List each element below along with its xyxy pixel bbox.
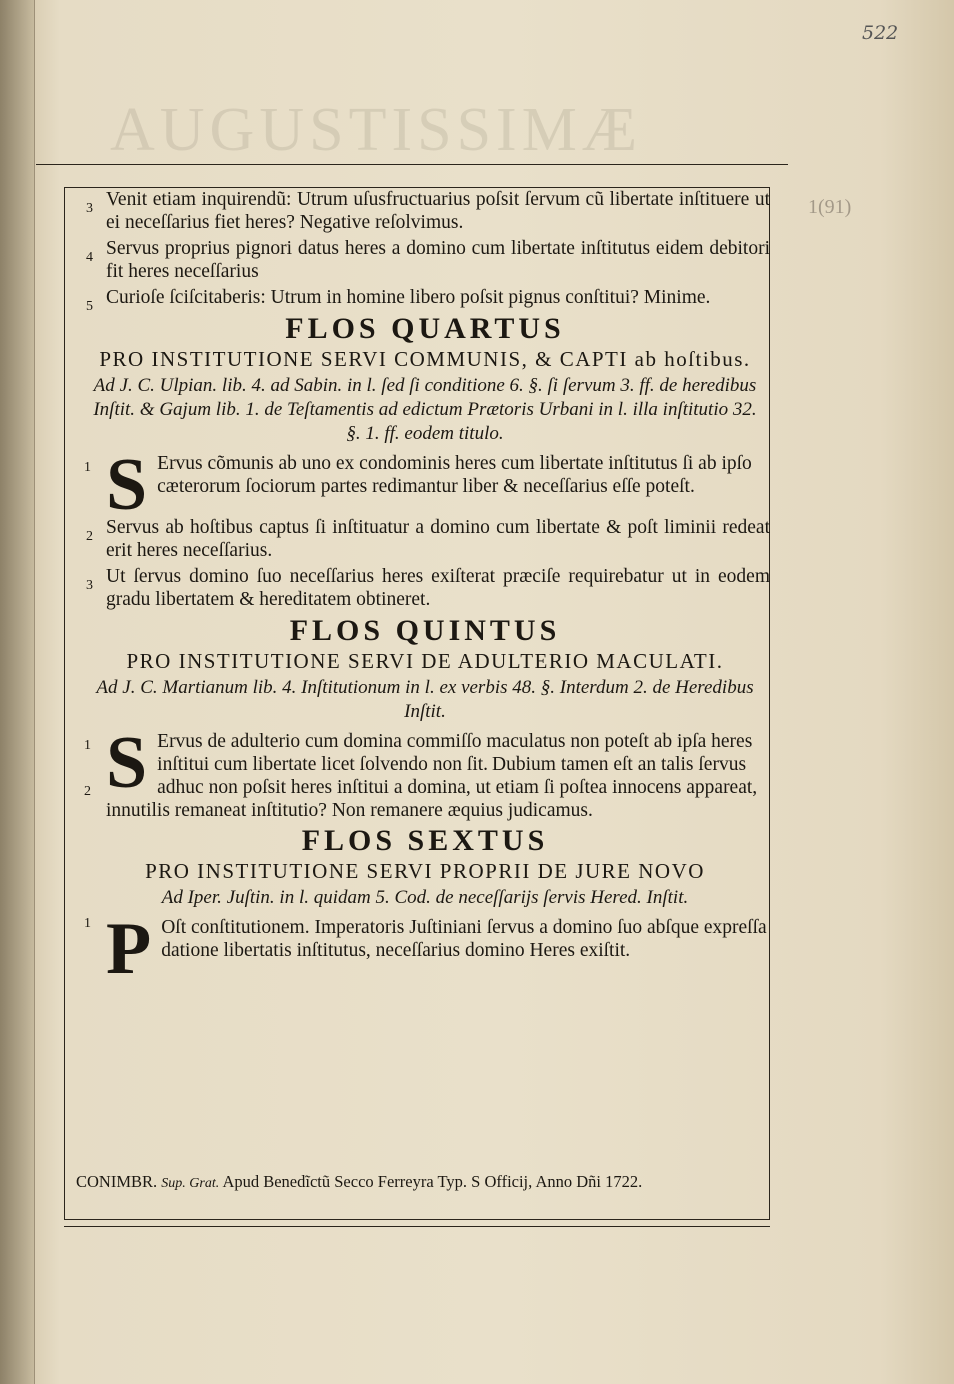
item-number: 1 xyxy=(84,460,91,475)
list-item xyxy=(80,237,770,283)
section-subheading: PRO INSTITUTIONE SERVI DE ADULTERIO MACULATI. xyxy=(126,649,724,673)
item-text: Venit etiam inquirendũ: Utrum uſusfructuarius poſsit ſervum cũ libertate inſtituere ut ei neceſſarius fiet heres? Negative reſolvimus. xyxy=(106,189,770,233)
top-rule xyxy=(36,164,788,165)
item-text: Ervus cõmunis ab uno ex condominis heres cum libertate inſtitutus ſi ab ipſo cæterorum ſociorum partes redimantur liber & neceſſarius eſſe poteſt. xyxy=(157,453,752,497)
drop-cap: P xyxy=(106,908,152,990)
bottom-rule xyxy=(64,1226,770,1227)
item-text: Servus proprius pignori datus heres a domino cum libertate inſtitutus eidem debitori fit heres neceſſarius xyxy=(106,238,770,282)
imprint-text: Apud Benedĩctũ Secco Ferreyra Typ. S Officij, Anno Dñi 1722. xyxy=(222,1172,643,1191)
item-text: Servus ab hoſtibus captus ſi inſtituatur a domino cum libertate & poſt liminii redeat erit heres neceſſarius. xyxy=(106,517,770,561)
list-item xyxy=(80,286,770,314)
list-item xyxy=(80,188,770,234)
legal-reference: Ad J. C. Ulpian. lib. 4. ad Sabin. in l. ſed ſi conditione 6. §. ſi ſervum 3. ff. de heredibus Inſtit. & Gajum lib. 1. de Teſtamentis ad edictum Prætoris Urbani in l. illa inſtitutio 32. §. 1. ff. eodem titulo. xyxy=(93,375,757,444)
item-number: 2 xyxy=(84,784,91,799)
margin-note: 1(91) xyxy=(808,196,852,218)
item-number: 1 xyxy=(84,916,91,931)
section-subheading: PRO INSTITUTIONE SERVI PROPRII DE JURE NOVO xyxy=(145,859,705,883)
imprint-place: CONIMBR. xyxy=(76,1172,158,1191)
book-gutter xyxy=(0,0,35,1384)
bleed-through-text: AUGUSTISSIMÆ xyxy=(110,96,642,164)
imprint-line xyxy=(76,1171,766,1195)
legal-reference: Ad Iper. Juſtin. in l. quidam 5. Cod. de neceſſarijs ſervis Hered. Inſtit. xyxy=(161,887,689,908)
section-heading: FLOS QUINTUS xyxy=(289,614,561,647)
item-text: Ut ſervus domino ſuo neceſſarius heres exiſterat præciſe requirebatur ut in eodem gradu libertatem & hereditatem obtineret. xyxy=(106,566,770,610)
section-heading: FLOS SEXTUS xyxy=(301,824,549,857)
legal-reference: Ad J. C. Martianum lib. 4. Inſtitutionum in l. ex verbis 48. §. Interdum 2. de Heredibus Inſtit. xyxy=(96,677,754,722)
folio-number: 522 xyxy=(862,22,899,44)
text-block xyxy=(80,186,770,990)
item-text: Curioſe ſciſcitaberis: Utrum in homine libero poſsit pignus conſtitui? Minime. xyxy=(106,287,711,308)
drop-cap: S xyxy=(106,444,148,526)
section-heading: FLOS QUARTUS xyxy=(285,312,565,345)
imprint-permission: Sup. Grat. xyxy=(161,1176,220,1191)
item-number: 3 xyxy=(86,201,93,216)
list-item xyxy=(80,516,770,562)
drop-cap: S xyxy=(106,722,148,804)
list-item xyxy=(80,722,770,822)
item-number: 1 xyxy=(84,738,91,753)
item-text: Oſt conſtitutionem. Imperatoris Juſtiniani ſervus a domino ſuo abſque expreſſa datione libertatis inſtitutus, neceſſarius domino Heres exiſtit. xyxy=(161,917,767,961)
item-number: 5 xyxy=(86,299,93,314)
list-item xyxy=(80,565,770,611)
list-item xyxy=(80,444,770,526)
item-number: 2 xyxy=(86,529,93,544)
section-subheading: PRO INSTITUTIONE SERVI COMMUNIS, & CAPTI ab hoſtibus. xyxy=(99,347,751,371)
item-text: Dubium tamen eſt an talis ſervus adhuc non poſsit heres inſtitui a domina, ut etiam ſi poſtea innocens appareat, innutilis remaneat inſtitutio? Non remanere æquius judicamus. xyxy=(106,754,758,821)
item-text: Ervus de adulterio cum domina commiſſo maculatus non poteſt ab ipſa heres inſtitui cum libertate licet ſolvendo non ſit. xyxy=(157,731,753,775)
list-item xyxy=(80,908,770,990)
item-number: 4 xyxy=(86,250,93,265)
item-number: 3 xyxy=(86,578,93,593)
